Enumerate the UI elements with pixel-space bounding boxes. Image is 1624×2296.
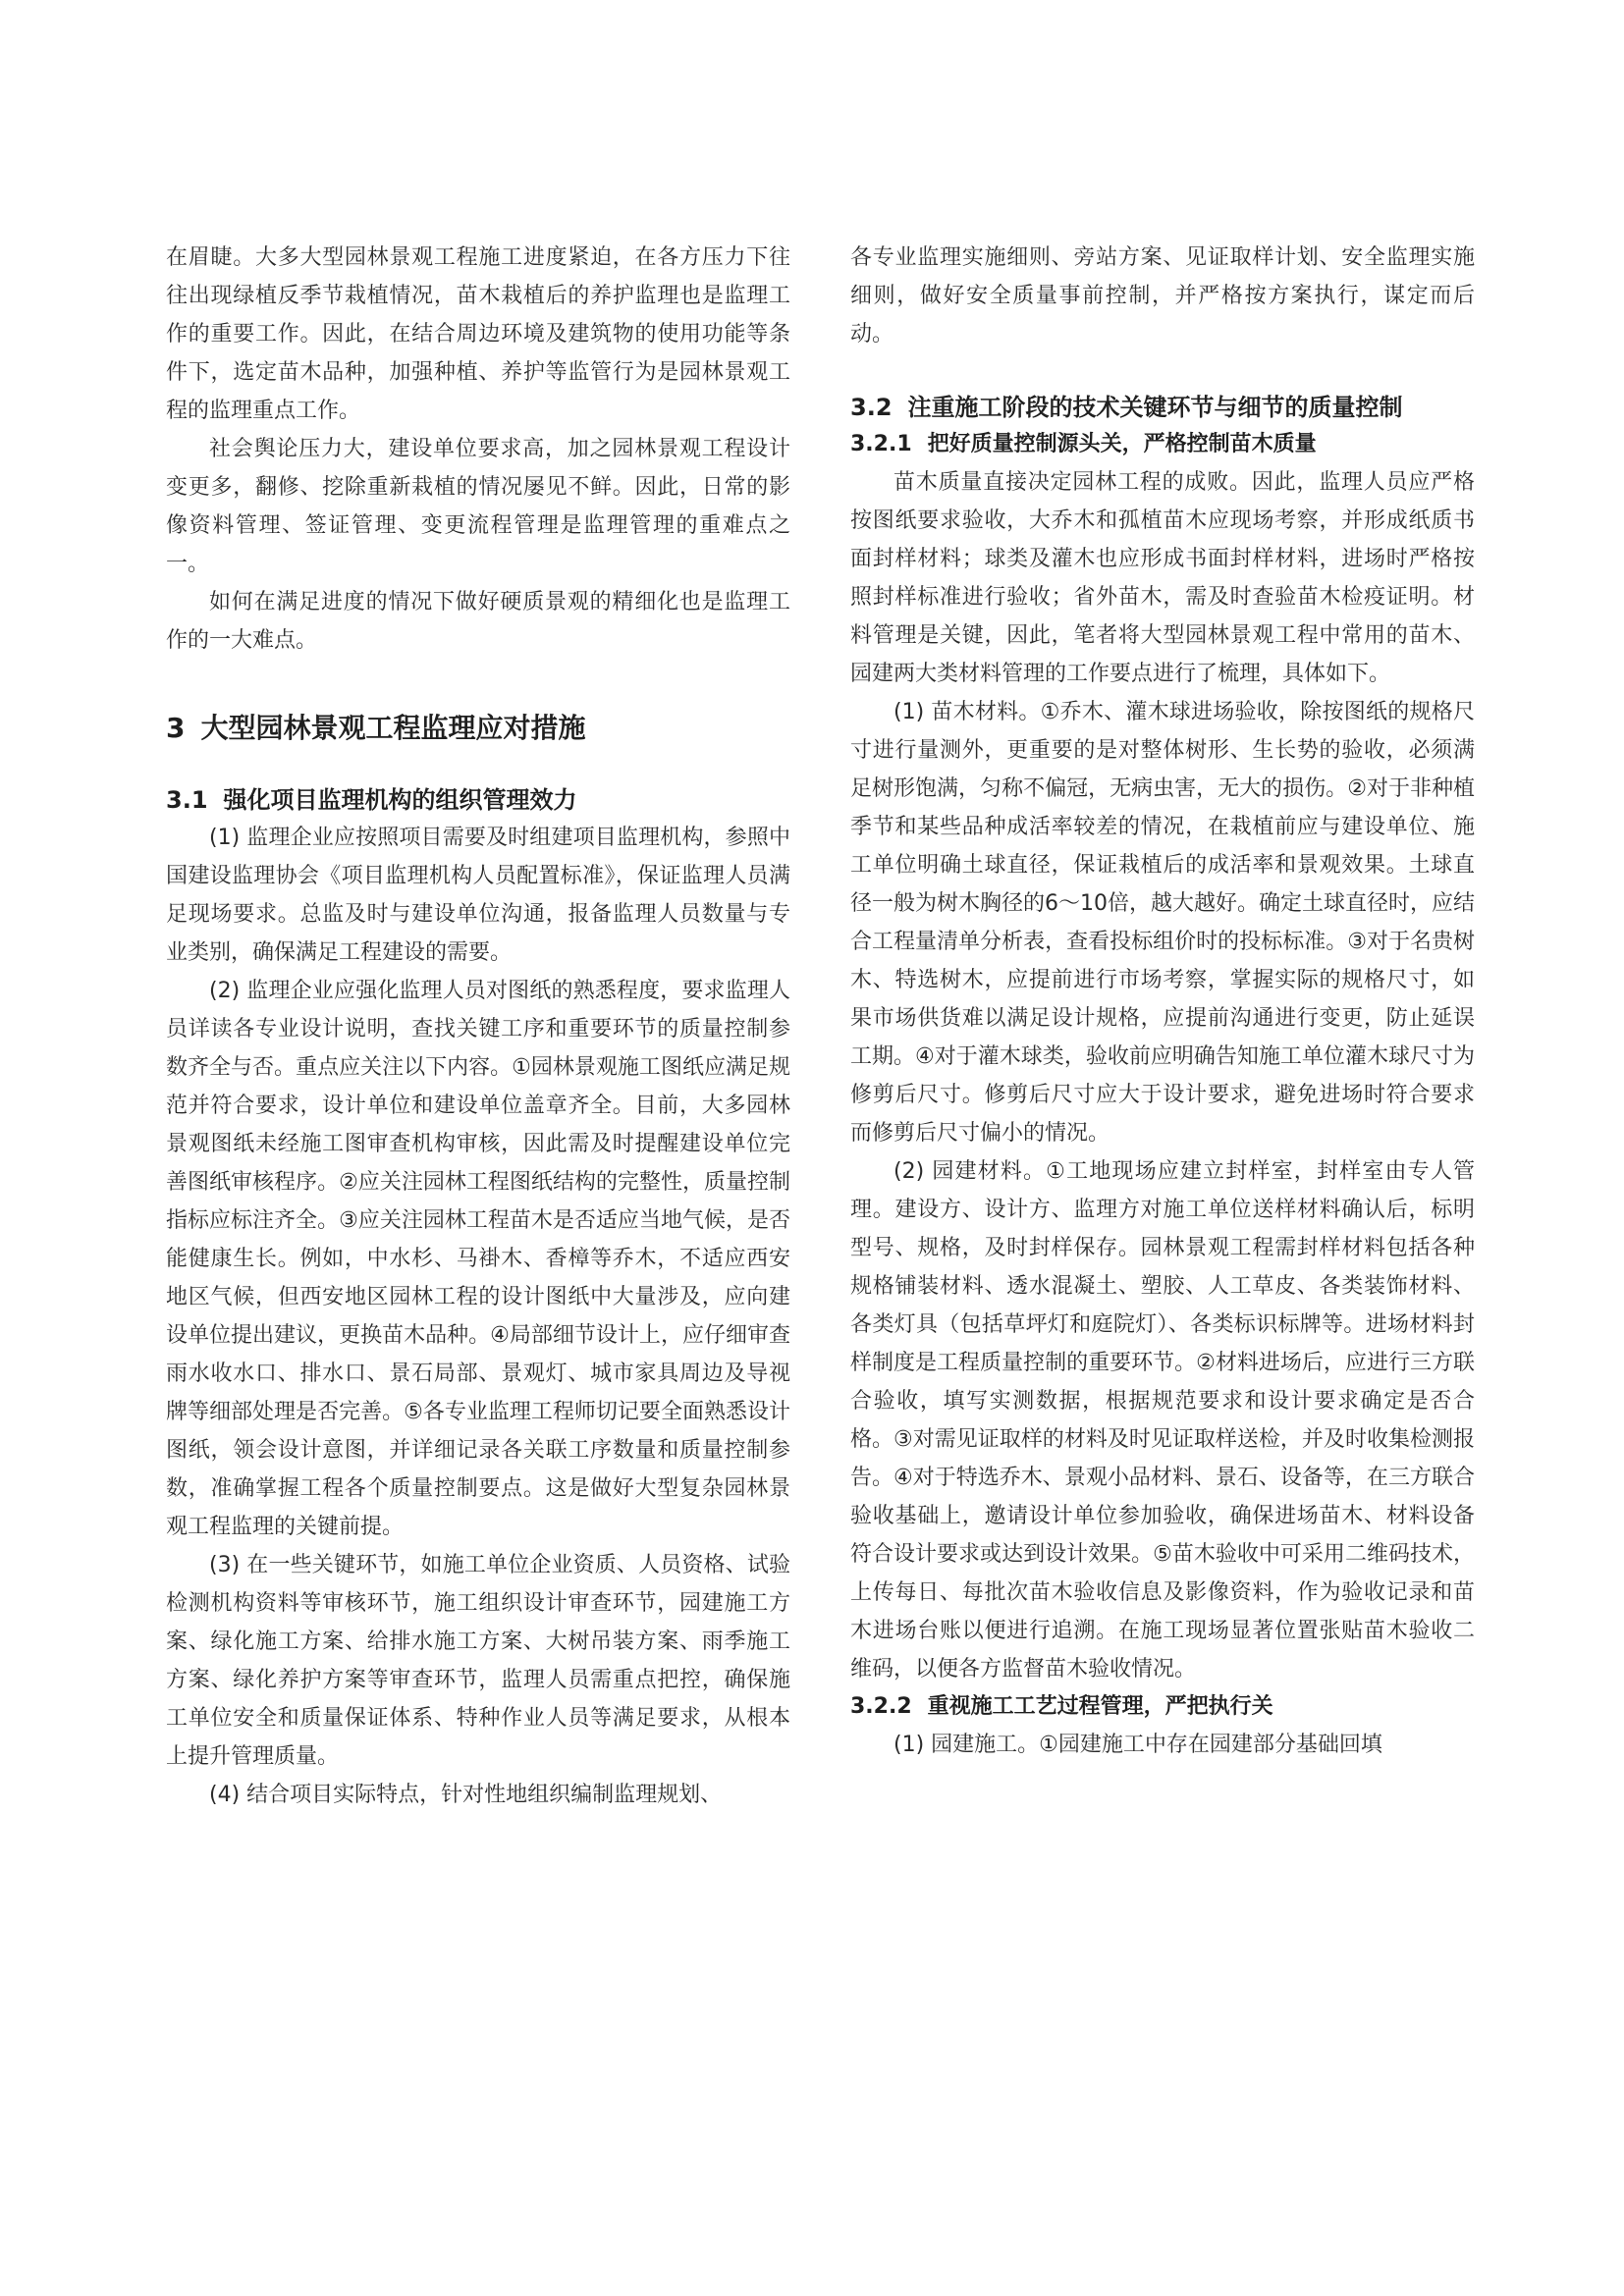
subsection-heading-3-2 [850,389,1475,426]
paragraph: 社会舆论压力大，建设单位要求高，加之园林景观工程设计变更多，翻修、挖除重新栽植的情况屡见不鲜。因此，日常的影像资料管理、签证管理、变更流程管理是监理管理的重难点之一。 [166,437,790,576]
paragraph: 在眉睫。大多大型园林景观工程施工进度紧迫，在各方压力下往往出现绿植反季节栽植情况，苗木栽植后的养护监理也是监理工作的重要工作。因此，在结合周边环境及建筑物的使用功能等条件下，选定苗木品种，加强种植、养护等监管行为是园林景观工程的监理重点工作。 [166,245,790,423]
subsection-heading-3-1 [166,781,790,819]
paragraph: (2) 监理企业应强化监理人员对图纸的熟悉程度，要求监理人员详读各专业设计说明，查找关键工序和重要环节的质量控制参数齐全与否。重点应关注以下内容。①园林景观施工图纸应满足规范并符合要求，设计单位和建设单位盖章齐全。目前，大多园林景观图纸未经施工图审查机构审核，因此需及时提醒建设单位完善图纸审核程序。②应关注园林工程图纸结构的完整性，质量控制指标应标注齐全。③应关注园林工程苗木是否适应当地气候，是否能健康生长。例如，中水杉、马褂木、香樟等乔木，不适应西安地区气候，但西安地区园林工程的设计图纸中大量涉及，应向建设单位提出建议，更换苗木品种。④局部细节设计上，应仔细审查雨水收水口、排水口、景石局部、景观灯、城市家具周边及导视牌等细部处理是否完善。⑤各专业监理工程师切记要全面熟悉设计图纸，领会设计意图，并详细记录各关联工序数量和质量控制参数，准确掌握工程各个质量控制要点。这是做好大型复杂园林景观工程监理的关键前提。 [166,979,790,1539]
subsection-title: 强化项目监理机构的组织管理效力 [223,786,577,814]
subsection-number: 3.2 [850,394,893,421]
section-number: 3 [166,712,186,744]
paragraph: (1) 监理企业应按照项目需要及时组建项目监理机构，参照中国建设监理协会《项目监理机构人员配置标准》，保证监理人员满足现场要求。总监及时与建设单位沟通，报备监理人员数量与专业类别，确保满足工程建设的需要。 [166,826,790,965]
subsubsection-number: 3.2.2 [850,1694,912,1719]
paragraph: (4) 结合项目实际特点，针对性地组织编制监理规划、 [209,1783,723,1807]
paragraph: (3) 在一些关键环节，如施工单位企业资质、人员资格、试验检测机构资料等审核环节，施工组织设计审查环节，园建施工方案、绿化施工方案、给排水施工方案、大树吊装方案、雨季施工方案、绿化养护方案等审查环节，监理人员需重点把控，确保施工单位安全和质量保证体系、特种作业人员等满足要求，从根本上提升管理质量。 [166,1553,790,1769]
paragraph: 苗木质量直接决定园林工程的成败。因此，监理人员应严格按图纸要求验收，大乔木和孤植苗木应现场考察，并形成纸质书面封样材料；球类及灌木也应形成书面封样材料，进场时严格按照封样标准进行验收；省外苗木，需及时查验苗木检疫证明。材料管理是关键，因此，笔者将大型园林景观工程中常用的苗木、园建两大类材料管理的工作要点进行了梳理，具体如下。 [850,470,1475,686]
paragraph: 如何在满足进度的情况下做好硬质景观的精细化也是监理工作的一大难点。 [166,590,790,653]
subsubsection-heading-3-2-2 [850,1688,1475,1726]
right-column [850,239,1475,1764]
subsubsection-number: 3.2.1 [850,432,912,456]
subsubsection-title: 重视施工工艺过程管理，严把执行关 [927,1694,1273,1719]
left-column [166,239,790,1814]
paragraph: (1) 园建施工。①园建施工中存在园建部分基础回填 [893,1733,1382,1757]
subsubsection-title: 把好质量控制源头关，严格控制苗木质量 [927,432,1317,456]
subsection-number: 3.1 [166,786,208,814]
subsubsection-heading-3-2-1 [850,426,1475,463]
paragraph: (1) 苗木材料。①乔木、灌木球进场验收，除按图纸的规格尺寸进行量测外，更重要的是对整体树形、生长势的验收，必须满足树形饱满，匀称不偏冠，无病虫害，无大的损伤。②对于非种植季节和某些品种成活率较差的情况，在栽植前应与建设单位、施工单位明确土球直径，保证栽植后的成活率和景观效果。土球直径一般为树木胸径的6～10倍，越大越好。确定土球直径时，应结合工程量清单分析表，查看投标组价时的投标标准。③对于名贵树木、特选树木，应提前进行市场考察，掌握实际的规格尺寸，如果市场供货难以满足设计规格，应提前沟通进行变更，防止延误工期。④对于灌木球类，验收前应明确告知施工单位灌木球尺寸为修剪后尺寸。修剪后尺寸应大于设计要求，避免进场时符合要求而修剪后尺寸偏小的情况。 [850,700,1475,1146]
section-heading-3 [166,709,790,748]
paragraph: (2) 园建材料。①工地现场应建立封样室，封样室由专人管理。建设方、设计方、监理方对施工单位送样材料确认后，标明型号、规格，及时封样保存。园林景观工程需封样材料包括各种规格铺装材料、透水混凝土、塑胶、人工草皮、各类装饰材料、各类灯具（包括草坪灯和庭院灯）、各类标识标牌等。进场材料封样制度是工程质量控制的重要环节。②材料进场后，应进行三方联合验收，填写实测数据，根据规范要求和设计要求确定是否合格。③对需见证取样的材料及时见证取样送检，并及时收集检测报告。④对于特选乔木、景观小品材料、景石、设备等，在三方联合验收基础上，邀请设计单位参加验收，确保进场苗木、材料设备符合设计要求或达到设计效果。⑤苗木验收中可采用二维码技术，上传每日、每批次苗木验收信息及影像资料，作为验收记录和苗木进场台账以便进行追溯。在施工现场显著位置张贴苗木验收二维码，以便各方监督苗木验收情况。 [850,1159,1475,1682]
section-title: 大型园林景观工程监理应对措施 [200,712,586,744]
paragraph: 各专业监理实施细则、旁站方案、见证取样计划、安全监理实施细则，做好安全质量事前控制，并严格按方案执行，谋定而后动。 [850,245,1475,347]
subsection-title: 注重施工阶段的技术关键环节与细节的质量控制 [907,394,1403,421]
